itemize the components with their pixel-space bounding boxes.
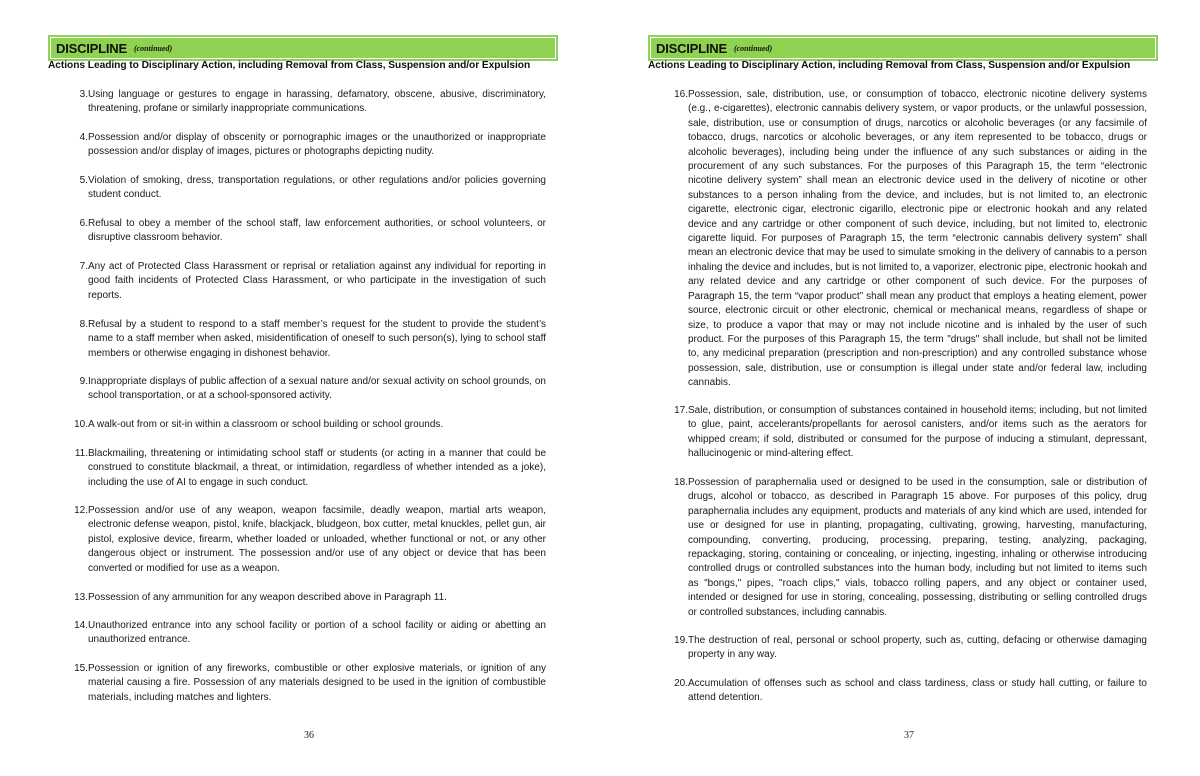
section-banner bbox=[48, 35, 558, 61]
section-subheading: Actions Leading to Disciplinary Action, including Removal from Class, Suspension and/or Expulsion bbox=[648, 60, 1131, 71]
item-text: Accumulation of offenses such as school and class tardiness, class or study hall cutting, or failure to attend detention. bbox=[688, 678, 1147, 704]
list-item-6 bbox=[70, 217, 546, 246]
item-text: Possession or ignition of any fireworks, combustible or other explosive materials, or ignition of any material causing a fire. Possession of any materials designed to be used in the ignition of combustible materials, including matches and lighters. bbox=[88, 663, 546, 703]
item-number: 8. bbox=[79, 319, 88, 330]
item-number: 4. bbox=[79, 132, 88, 143]
item-text: Inappropriate displays of public affection of a sexual nature and/or sexual activity on school grounds, on school transportation, or at a school-sponsored activity. bbox=[88, 376, 546, 402]
list-item-14 bbox=[70, 619, 546, 648]
item-text: Refusal to obey a member of the school staff, law enforcement authorities, or school volunteers, or disruptive classroom behavior. bbox=[88, 218, 546, 244]
item-number: 12. bbox=[74, 505, 88, 516]
list-item-7 bbox=[70, 260, 546, 303]
list-item-3 bbox=[70, 88, 546, 117]
list-item-19 bbox=[670, 634, 1147, 663]
list-item-13 bbox=[70, 591, 546, 605]
list-item-11 bbox=[70, 447, 546, 490]
section-banner-fill bbox=[51, 38, 555, 58]
item-number: 3. bbox=[79, 89, 88, 100]
section-title: DISCIPLINE bbox=[656, 40, 727, 56]
section-banner-fill bbox=[651, 38, 1155, 58]
item-text: Refusal by a student to respond to a staff member’s request for the student to provide the student’s name to a staff member when asked, misidentification of oneself to such person(s), lying to school staff members or otherwise engaging in dishonest behavior. bbox=[88, 319, 546, 359]
item-number: 9. bbox=[79, 376, 88, 387]
item-number: 6. bbox=[79, 218, 88, 229]
section-continued-label: (continued) bbox=[733, 43, 773, 53]
item-text: Blackmailing, threatening or intimidating school staff or students (or acting in a manner that could be construed to constitute blackmail, a threat, or intimidation, regardless of whether intended as a joke), including the use of AI to engage in such conduct. bbox=[88, 448, 546, 488]
item-number: 11. bbox=[74, 448, 88, 459]
item-number: 14. bbox=[74, 620, 88, 631]
item-number: 15. bbox=[74, 663, 88, 674]
list-item-5 bbox=[70, 174, 546, 203]
item-number: 13. bbox=[74, 592, 88, 603]
list-item-15 bbox=[70, 662, 546, 705]
item-text: Possession and/or use of any weapon, weapon facsimile, deadly weapon, martial arts weapon, electronic defense weapon, pistol, knife, blackjack, bludgeon, box cutter, metal knuckles, pellet gun, air pistol, explosive device, firearm, whether loaded or unloaded, whether functional or not, or any other dangerous object or instrument. The possession and/or use of any object or device that has been converted or modified for use as a weapon. bbox=[88, 505, 546, 574]
item-number: 20. bbox=[674, 678, 688, 689]
item-text: The destruction of real, personal or school property, such as, cutting, defacing or otherwise damaging property in any way. bbox=[688, 635, 1147, 661]
list-item-4 bbox=[70, 131, 546, 160]
item-number: 16. bbox=[674, 89, 688, 100]
section-banner bbox=[648, 35, 1158, 61]
section-continued-label: (continued) bbox=[133, 43, 173, 53]
page-number: 36 bbox=[304, 730, 314, 741]
section-subheading: Actions Leading to Disciplinary Action, including Removal from Class, Suspension and/or Expulsion bbox=[48, 60, 531, 71]
item-text: Using language or gestures to engage in harassing, defamatory, obscene, abusive, discriminatory, threatening, profane or similarly inappropriate communications. bbox=[88, 89, 546, 115]
item-text: Unauthorized entrance into any school facility or portion of a school facility or aiding or abetting an unauthorized entrance. bbox=[88, 620, 546, 646]
item-text: A walk-out from or sit-in within a classroom or school building or school grounds. bbox=[88, 419, 444, 430]
item-text: Possession and/or display of obscenity or pornographic images or the unauthorized or inappropriate possession and/or display of images, pictures or photographs depicting nudity. bbox=[88, 132, 546, 158]
list-item-10 bbox=[70, 418, 546, 432]
item-number: 17. bbox=[674, 405, 688, 416]
item-text: Violation of smoking, dress, transportation regulations, or other regulations and/or policies governing student conduct. bbox=[88, 175, 546, 201]
page-left bbox=[48, 0, 558, 776]
item-number: 5. bbox=[79, 175, 88, 186]
section-title: DISCIPLINE bbox=[56, 40, 127, 56]
item-number: 19. bbox=[674, 635, 688, 646]
item-number: 18. bbox=[674, 477, 688, 488]
page-right bbox=[648, 0, 1158, 776]
list-item-17 bbox=[670, 404, 1147, 462]
item-text: Sale, distribution, or consumption of substances contained in household items; including, but not limited to glue, paint, accelerants/propellants for aerosol canisters, and/or items such as the aerators for whipped cream; if sold, distributed or consumed for the purpose of inducing a stimulant, depressant, hallucinogenic or mind-altering effect. bbox=[688, 405, 1147, 460]
list-item-8 bbox=[70, 318, 546, 361]
item-number: 10. bbox=[74, 419, 88, 430]
item-text: Possession, sale, distribution, use, or consumption of tobacco, electronic nicotine delivery systems (e.g., e-cigarettes), electronic cannabis delivery system, or vapor products, or the unlawful possession, sale, distribution, use or consumption of drugs, narcotics or alcoholic beverages (or any facsimile of tobacco, drugs, narcotics or alcoholic beverages, or any item represented to be tobacco, drugs or alcoholic beverages), including being under the influence of any such substances or aiding in the procurement of any such substances. For the purposes of this Paragraph 15, the term “electronic nicotine delivery system” shall mean an electronic device used in the delivery of nicotine or other substances to a person inhaling from the device, and includes, but is not limited to, an electronic cigarette, electronic cigar, electronic cigarillo, electronic pipe or electronic hookah and any related device and any cartridge or other component of such device, including, but not limited to, electronic cigarette liquid. For purposes of Paragraph 15, the term “electronic cannabis delivery system” shall mean an electronic device that may be used to simulate smoking in the delivery of cannabis to a person inhaling the device and includes, but is not limited to, a vaporizer, electronic pipe, electronic hookah and any related device and any cartridge or other component of such device. For the purposes of Paragraph 15, the term “vapor product” shall mean any product that employs a heating element, power source, electronic circuit or other electronic, chemical or mechanical means, regardless of shape or size, to produce a vapor that may or may not include nicotine and is inhaled by the user of such product. For the purposes of this Paragraph 15, the term "drugs" shall include, but shall not be limited to, any medicinal preparation (prescription and non-prescription) and any controlled substance whose possession, sale, distribution, use or consumption is illegal under state and/or federal law, including cannabis. bbox=[688, 89, 1147, 389]
list-item-12 bbox=[70, 504, 546, 576]
list-item-18 bbox=[670, 476, 1147, 620]
item-number: 7. bbox=[79, 261, 88, 272]
list-item-16 bbox=[670, 88, 1147, 391]
item-text: Possession of paraphernalia used or designed to be used in the consumption, sale or distribution of drugs, alcohol or tobacco, as described in Paragraph 15 above. For purposes of this policy, drug paraphernalia includes any equipment, products and materials of any kind which are used, intended for use or designed for use in planting, propagating, cultivating, growing, harvesting, manufacturing, compounding, converting, producing, processing, preparing, testing, analyzing, packaging, repackaging, storing, containing or concealing, or injecting, ingesting, inhaling or otherwise introducing controlled drugs or controlled substances into the human body, including but not limited to items such as "bongs," pipes, "roach clips," vials, tobacco rolling papers, and any object or container used, intended or designed for use in storing, concealing, possessing, distributing or selling controlled drugs or controlled substances, including cannabis. bbox=[688, 477, 1147, 618]
item-text: Possession of any ammunition for any weapon described above in Paragraph 11. bbox=[88, 592, 447, 603]
list-item-9 bbox=[70, 375, 546, 404]
list-item-20 bbox=[670, 677, 1147, 706]
item-text: Any act of Protected Class Harassment or reprisal or retaliation against any individual for reporting in good faith incidents of Protected Class Harassment, or who participate in the investigation of such reports. bbox=[88, 261, 546, 301]
page-number: 37 bbox=[904, 730, 914, 741]
